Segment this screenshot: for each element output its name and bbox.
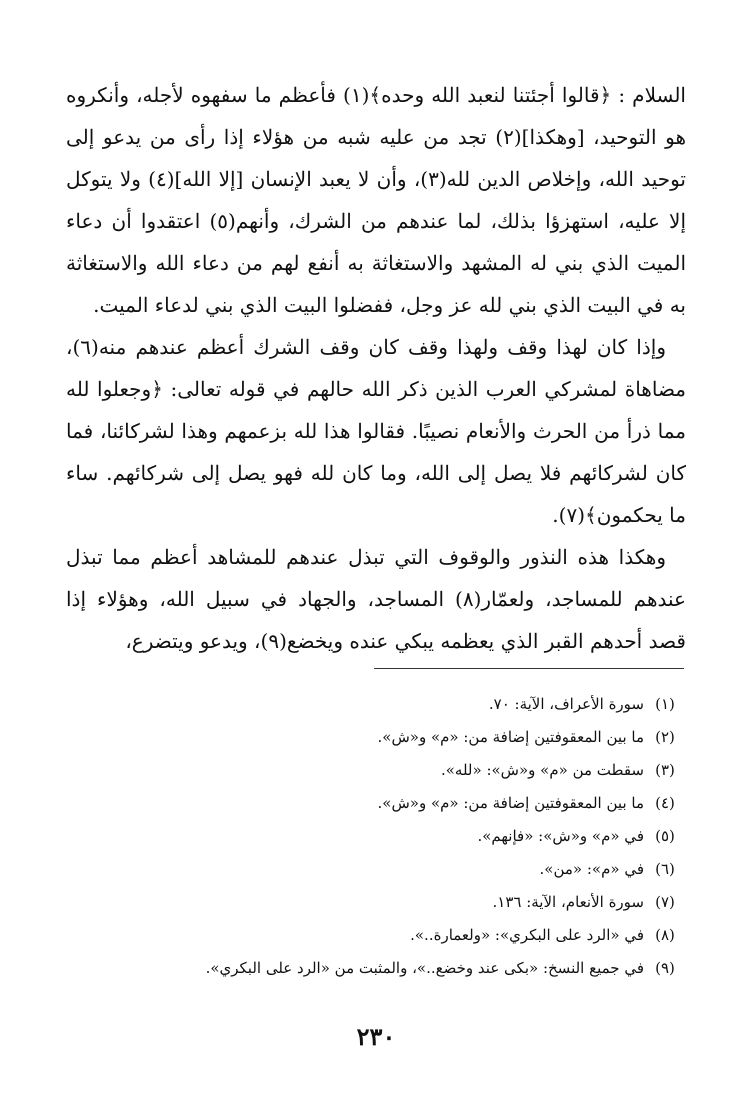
footnote-text: سورة الأنعام، الآية: ١٣٦. [492,893,644,911]
footnote-3 [66,754,686,787]
footnote-number: (٥) [655,827,675,845]
footnote-text: في جميع النسخ: «بكى عند وخضع..»، والمثبت من «الرد على البكري». [205,959,644,977]
paragraph-2: وإذا كان لهذا وقف ولهذا وقف كان وقف الشرك أعظم عندهم منه(٦)، مضاهاة لمشركي العرب الذين ذكر الله حالهم في قوله تعالى: ﴿وجعلوا لله مما ذرأ من الحرث والأنعام نصيبًا. فقالوا هذا لله بزعمهم وهذا لشركائنا، فما كان لشركائهم فلا يصل إلى الله، وما كان لله فهو يصل إلى شركائهم. ساء ما يحكمون﴾(٧). [66,335,686,527]
footnote-8 [66,919,686,952]
footnote-text: في «م» و«ش»: «فإنهم». [477,827,644,845]
footnote-number: (١) [655,695,675,713]
footnote-number: (٣) [655,761,675,779]
footnote-text: سورة الأعراف، الآية: ٧٠. [488,695,644,713]
footnote-text: في «الرد على البكري»: «ولعمارة..». [410,926,644,944]
footnote-number: (٢) [655,728,675,746]
footnote-2 [66,721,686,754]
page-number: ٢٣٠ [356,1022,396,1051]
footnote-number: (٨) [655,926,675,944]
footnote-divider [374,668,684,669]
footnote-number: (٧) [655,893,675,911]
footnote-5 [66,820,686,853]
footnote-7 [66,886,686,919]
footnote-4 [66,787,686,820]
footnote-text: ما بين المعقوفتين إضافة من: «م» و«ش». [377,794,644,812]
footnote-number: (٩) [655,959,675,977]
footnote-text: في «م»: «من». [539,860,644,878]
footnote-1 [66,688,686,721]
footnote-6 [66,853,686,886]
paragraph-1: السلام : ﴿قالوا أجئتنا لنعبد الله وحده﴾(١) فأعظم ما سفهوه لأجله، وأنكروه هو التوحيد، [وهكذا](٢) تجد من عليه شبه من هؤلاء إذا رأى من يدعو إلى توحيد الله، وإخلاص الدين لله(٣)، وأن لا يعبد الإنسان [إلا الله](٤) ولا يتوكل إلا عليه، استهزؤا بذلك، لما عندهم من الشرك، وأنهم(٥) اعتقدوا أن دعاء الميت الذي بني له المشهد والاستغاثة به أنفع لهم من دعاء الله والاستغاثة به في البيت الذي بني لله عز وجل، ففضلوا البيت الذي بني لدعاء الميت. [66,83,687,317]
footnote-text: ما بين المعقوفتين إضافة من: «م» و«ش». [377,728,644,746]
footnotes-list [66,688,686,985]
footnote-text: سقطت من «م» و«ش»: «لله». [440,761,644,779]
footnote-number: (٦) [655,860,675,878]
main-text [66,74,686,662]
footnote-number: (٤) [655,794,675,812]
paragraph-3: وهكذا هذه النذور والوقوف التي تبذل عندهم للمشاهد أعظم مما تبذل عندهم للمساجد، ولعمّار(٨) المساجد، والجهاد في سبيل الله، وهؤلاء إذا قصد أحدهم القبر الذي يعظمه يبكي عنده ويخضع(٩)، ويدعو ويتضرع، [66,545,686,653]
footnote-9 [66,952,686,985]
